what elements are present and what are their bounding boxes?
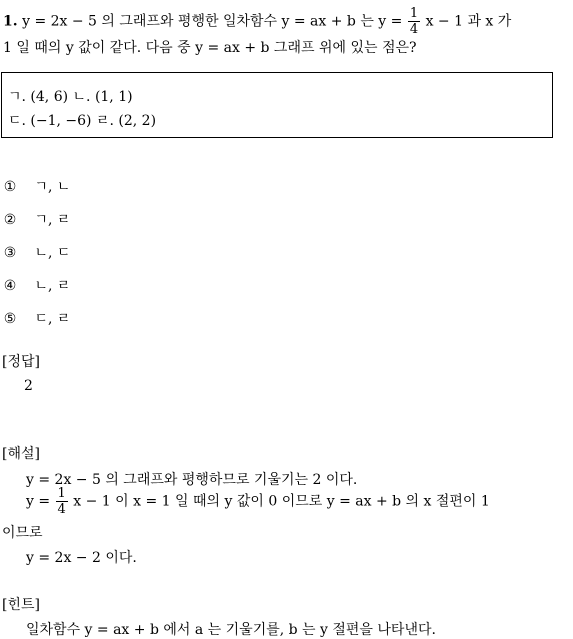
choice-2-mark: ② [3,212,17,228]
question-stem-a: y = 2x − 5 의 그래프와 평행한 일차함수 y = ax + b 는 y = [22,13,403,30]
choice-3-mark: ③ [3,245,17,261]
choice-1-text: ㄱ, ㄴ [34,179,71,195]
explanation-label: [해설] [2,446,40,462]
question-number: 1. [3,13,18,30]
choice-1[interactable] [2,176,70,196]
choice-3-text: ㄴ, ㄷ [34,245,71,261]
question-line-2: 1 일 때의 y 값이 같다. 다음 중 y = ax + b 그래프 위에 있는 점은? [3,40,417,56]
choice-5-text: ㄷ, ㄹ [34,311,71,327]
hint-line-1: 일차함수 y = ax + b 에서 a 는 기울기를, b 는 y 절편을 나타낸다. [26,622,436,638]
explanation-line-4: y = 2x − 2 이다. [26,550,137,566]
hint-label: [힌트] [2,597,40,613]
choice-4-mark: ④ [3,278,17,294]
explanation-line-3: 이므로 [2,525,43,541]
explanation-fraction-numerator: 1 [57,486,66,501]
explanation-line-2 [26,487,490,516]
explanation-line-2a: y = [26,493,51,510]
question-fraction-denominator: 4 [409,22,419,37]
explanation-fraction [56,487,68,516]
choice-5-mark: ⑤ [3,311,17,327]
condition-line-1: ㄱ. (4, 6) ㄴ. (1, 1) [8,89,133,105]
choice-5[interactable] [2,308,70,328]
question-stem-b: x − 1 과 x 가 [425,13,512,30]
question-fraction-numerator: 1 [409,6,419,21]
choice-4-text: ㄴ, ㄹ [34,278,71,294]
answer-value: 2 [24,378,33,394]
question-line-1 [3,7,511,36]
explanation-line-2b: x − 1 이 x = 1 일 때의 y 값이 0 이므로 y = ax + b 의 x 절편이 1 [73,493,490,510]
condition-line-2: ㄷ. (−1, −6) ㄹ. (2, 2) [8,113,157,129]
explanation-line-1: y = 2x − 5 의 그래프와 평행하므로 기울기는 2 이다. [26,472,358,488]
choice-2[interactable] [2,209,70,229]
choice-4[interactable] [2,275,70,295]
question-fraction [408,7,420,36]
choice-2-text: ㄱ, ㄹ [34,212,71,228]
answer-label: [정답] [2,354,40,370]
choice-1-mark: ① [3,179,17,195]
choice-3[interactable] [2,242,70,262]
explanation-fraction-denominator: 4 [57,502,66,517]
